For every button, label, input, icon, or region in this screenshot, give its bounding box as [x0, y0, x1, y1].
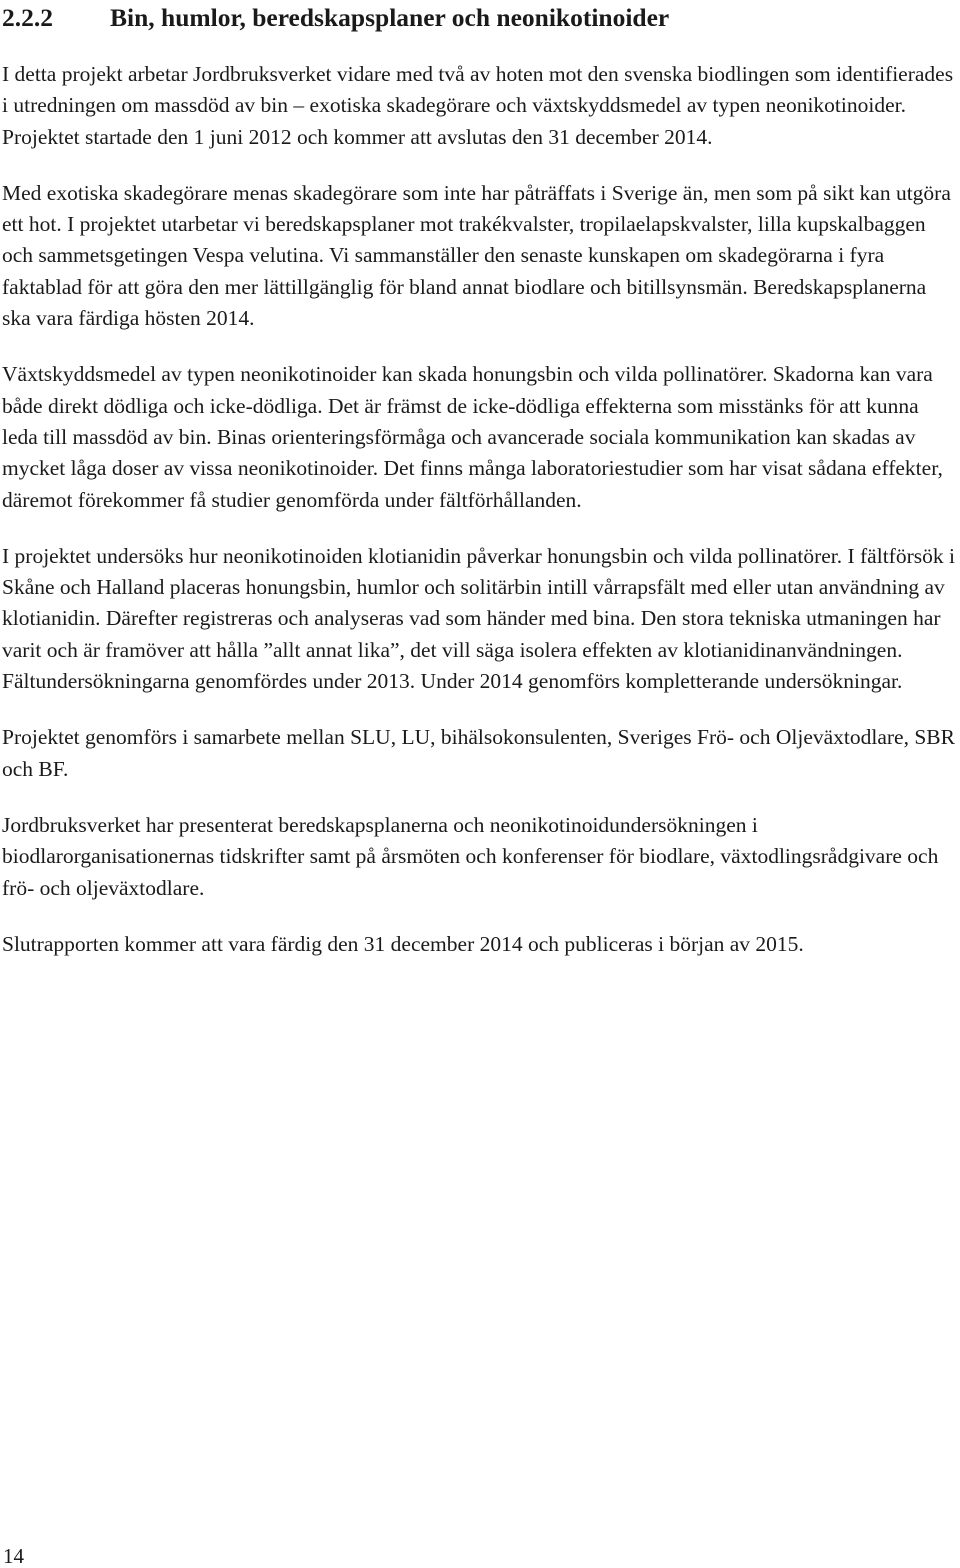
paragraph-collaboration: Projektet genomförs i samarbete mellan SLU, LU, bihälsokonsulenten, Sveriges Frö- och Oljeväxtodlare, SBR och BF. — [2, 725, 955, 781]
paragraph-field-trials: I projektet undersöks hur neonikotinoiden klotianidin påverkar honungsbin och vilda pollinatörer. I fältförsök i Skåne och Halland placeras honungsbin, humlor och solitärbin intill vårrapsfält med eller utan användning av klotianidin. Därefter registreras och analyseras vad som händer med bina. Den stora tekniska utmaningen har varit och är framöver att hålla ”allt annat lika”, det vill säga isolera effekten av klotianidinanvändningen. Fältundersökningarna genomfördes under 2013. Under 2014 genomförs kompletterande undersökningar. — [2, 543, 955, 694]
paragraph-exotic-pests: Med exotiska skadegörare menas skadegörare som inte har påträffats i Sverige än, men som på sikt kan utgöra ett hot. I projektet utarbetar vi beredskapsplaner mot trakékvalster, tropilaelapskvalster, lilla kupskalbaggen och sammetsgetingen Vespa velutina. Vi sammanställer den senaste kunskapen om skadegörarna i fyra faktablad för att göra den mer lättillgänglig för bland annat biodlare och bitillsynsmän. Beredskapsplanerna ska vara färdiga hösten 2014. — [2, 180, 951, 331]
section-number: 2.2.2 — [2, 3, 53, 32]
paragraph-intro: I detta projekt arbetar Jordbruksverket vidare med två av hoten mot den svenska biodlingen som identifierades i utredningen om massdöd av bin – exotiska skadegörare och växtskyddsmedel av typen neonikotinoider. Projektet startade den 1 juni 2012 och kommer att avslutas den 31 december 2014. — [2, 62, 954, 149]
document-body — [2, 59, 958, 960]
paragraph-final-report: Slutrapporten kommer att vara färdig den 31 december 2014 och publiceras i början av 2015. — [2, 931, 804, 956]
section-title: Bin, humlor, beredskapsplaner och neonikotinoider — [110, 3, 670, 32]
document-page — [2, 0, 958, 985]
section-heading — [2, 0, 958, 40]
paragraph-presentations: Jordbruksverket har presenterat beredskapsplanerna och neonikotinoidundersökningen i biodlarorganisationernas tidskrifter samt på årsmöten och konferenser för biodlare, växtodlingsrådgivare och frö- och oljeväxtodlare. — [2, 812, 939, 900]
page-number: 14 — [3, 1544, 24, 1568]
paragraph-neonicotinoids: Växtskyddsmedel av typen neonikotinoider kan skada honungsbin och vilda pollinatörer. Skadorna kan vara både direkt dödliga och icke-dödliga. Det är främst de icke-dödliga effekterna som misstänks för att kunna leda till massdöd av bin. Binas orienteringsförmåga och avancerade sociala kommunikation kan skadas av mycket låga doser av vissa neonikotinoider. Det finns många laboratoriestudier som har visat sådana effekter, däremot förekommer få studier genomförda under fältförhållanden. — [2, 362, 943, 512]
